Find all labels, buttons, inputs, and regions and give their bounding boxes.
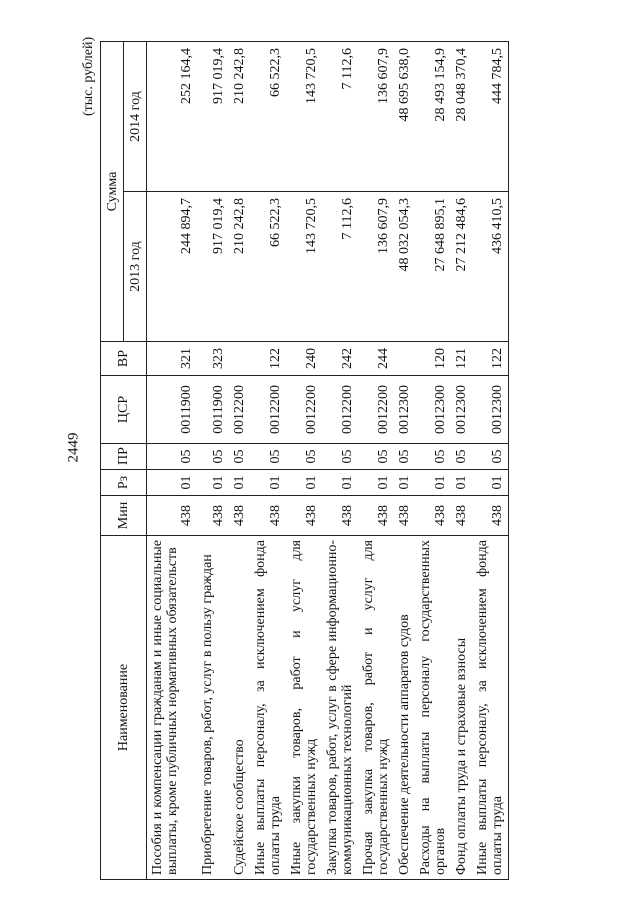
table-row	[250, 42, 286, 880]
row-rz: 01	[358, 470, 394, 496]
rotated-page	[78, 0, 640, 905]
row-amount-2014: 917 019,4	[197, 42, 229, 192]
row-name: Иные выплаты персоналу, за исключением фонда оплаты труда	[250, 536, 286, 880]
row-csr: 0012300	[451, 376, 472, 444]
table-header	[101, 42, 147, 880]
row-csr: 0012200	[322, 376, 358, 444]
header-name: Наименование	[101, 536, 147, 880]
row-min: 438	[358, 496, 394, 536]
row-min: 438	[394, 496, 415, 536]
row-rz: 01	[250, 470, 286, 496]
row-csr: 0012200	[358, 376, 394, 444]
table-row	[415, 42, 451, 880]
row-vr	[229, 342, 250, 376]
row-amount-2014: 66 522,3	[250, 42, 286, 192]
row-csr: 0012200	[229, 376, 250, 444]
row-rz: 01	[286, 470, 322, 496]
row-amount-2014: 252 164,4	[147, 42, 197, 192]
table-row	[472, 42, 509, 880]
row-name: Обеспечение деятельности аппаратов судов	[394, 536, 415, 880]
row-amount-2013: 48 032 054,3	[394, 192, 415, 342]
row-vr: 242	[322, 342, 358, 376]
row-min: 438	[472, 496, 509, 536]
row-name: Пособия и компенсации гражданам и иные социальные выплаты, кроме публичных нормативных обязательств	[147, 536, 197, 880]
row-pr: 05	[147, 444, 197, 470]
row-min: 438	[197, 496, 229, 536]
row-csr: 0012300	[394, 376, 415, 444]
row-amount-2014: 136 607,9	[358, 42, 394, 192]
row-pr: 05	[451, 444, 472, 470]
budget-table	[100, 41, 509, 880]
row-name: Фонд оплаты труда и страховые взносы	[451, 536, 472, 880]
row-amount-2014: 48 695 638,0	[394, 42, 415, 192]
row-pr: 05	[472, 444, 509, 470]
table-row	[286, 42, 322, 880]
page-number: 2449	[65, 432, 82, 463]
row-amount-2013: 436 410,5	[472, 192, 509, 342]
table-body	[147, 42, 509, 880]
row-vr: 244	[358, 342, 394, 376]
row-min: 438	[286, 496, 322, 536]
row-name: Закупка товаров, работ, услуг в сфере информационно-коммуникационных технологий	[322, 536, 358, 880]
row-name: Иные закупки товаров, работ и услуг для государственных нужд	[286, 536, 322, 880]
row-min: 438	[250, 496, 286, 536]
row-amount-2013: 917 019,4	[197, 192, 229, 342]
row-pr: 05	[358, 444, 394, 470]
row-pr: 05	[394, 444, 415, 470]
row-amount-2014: 7 112,6	[322, 42, 358, 192]
table-row	[394, 42, 415, 880]
row-min: 438	[322, 496, 358, 536]
row-amount-2013: 210 242,8	[229, 192, 250, 342]
row-vr: 122	[472, 342, 509, 376]
row-name: Иные выплаты персоналу, за исключением фонда оплаты труда	[472, 536, 509, 880]
row-min: 438	[415, 496, 451, 536]
row-pr: 05	[197, 444, 229, 470]
header-summa: Сумма	[101, 42, 124, 342]
table-row	[197, 42, 229, 880]
row-amount-2013: 143 720,5	[286, 192, 322, 342]
units-label: (тыс. рублей)	[81, 36, 96, 116]
row-vr	[394, 342, 415, 376]
row-amount-2013: 7 112,6	[322, 192, 358, 342]
row-name: Прочая закупка товаров, работ и услуг для государственных нужд	[358, 536, 394, 880]
row-rz: 01	[451, 470, 472, 496]
row-pr: 05	[415, 444, 451, 470]
row-rz: 01	[322, 470, 358, 496]
row-amount-2013: 27 212 484,6	[451, 192, 472, 342]
header-min: Мин	[101, 496, 147, 536]
row-rz: 01	[147, 470, 197, 496]
row-rz: 01	[415, 470, 451, 496]
row-vr: 121	[451, 342, 472, 376]
header-pr: ПР	[101, 444, 147, 470]
row-amount-2014: 28 493 154,9	[415, 42, 451, 192]
header-year-2014: 2014 год	[124, 42, 147, 192]
row-rz: 01	[394, 470, 415, 496]
table-row	[229, 42, 250, 880]
row-amount-2013: 244 894,7	[147, 192, 197, 342]
row-min: 438	[451, 496, 472, 536]
row-amount-2013: 27 648 895,1	[415, 192, 451, 342]
row-rz: 01	[472, 470, 509, 496]
header-rz: Рз	[101, 470, 147, 496]
row-vr: 321	[147, 342, 197, 376]
row-name: Приобретение товаров, работ, услуг в пользу граждан	[197, 536, 229, 880]
table-row	[451, 42, 472, 880]
table-row	[322, 42, 358, 880]
row-vr: 323	[197, 342, 229, 376]
row-pr: 05	[229, 444, 250, 470]
row-amount-2014: 444 784,5	[472, 42, 509, 192]
row-vr: 240	[286, 342, 322, 376]
row-rz: 01	[197, 470, 229, 496]
row-csr: 0011900	[147, 376, 197, 444]
row-csr: 0012300	[415, 376, 451, 444]
header-csr: ЦСР	[101, 376, 147, 444]
row-csr: 0012200	[250, 376, 286, 444]
row-vr: 120	[415, 342, 451, 376]
table-row	[358, 42, 394, 880]
row-name: Расходы на выплаты персоналу государственных органов	[415, 536, 451, 880]
row-amount-2013: 136 607,9	[358, 192, 394, 342]
row-csr: 0012300	[472, 376, 509, 444]
row-pr: 05	[250, 444, 286, 470]
row-amount-2014: 210 242,8	[229, 42, 250, 192]
row-vr: 122	[250, 342, 286, 376]
row-name: Судейское сообщество	[229, 536, 250, 880]
row-pr: 05	[322, 444, 358, 470]
row-amount-2013: 66 522,3	[250, 192, 286, 342]
row-amount-2014: 143 720,5	[286, 42, 322, 192]
row-amount-2014: 28 048 370,4	[451, 42, 472, 192]
row-rz: 01	[229, 470, 250, 496]
row-min: 438	[229, 496, 250, 536]
row-pr: 05	[286, 444, 322, 470]
row-csr: 0012200	[286, 376, 322, 444]
row-min: 438	[147, 496, 197, 536]
row-csr: 0011900	[197, 376, 229, 444]
header-year-2013: 2013 год	[124, 192, 147, 342]
table-row	[147, 42, 197, 880]
header-vr: ВР	[101, 342, 147, 376]
